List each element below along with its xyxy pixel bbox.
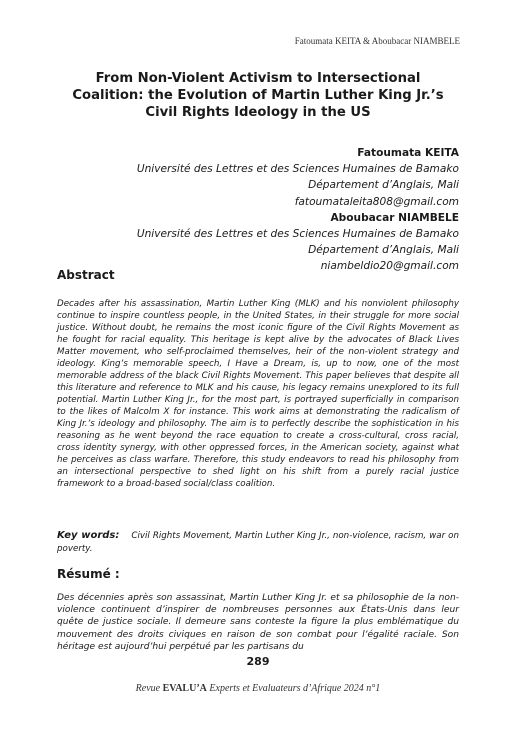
page-number: 289: [246, 655, 270, 668]
author-name: Aboubacar NIAMBELE: [330, 211, 459, 224]
author-university: Université des Lettres et des Sciences Humaines de Bamako: [136, 163, 459, 176]
author-department: Département d’Anglais, Mali: [308, 244, 459, 257]
author-department: Département d’Anglais, Mali: [308, 179, 459, 192]
author-university: Université des Lettres et des Sciences Humaines de Bamako: [136, 228, 459, 241]
keywords: [57, 530, 459, 555]
abstract-text: Decades after his assassination, Martin Luther King (MLK) and his nonviolent philosophy continue to inspire countless people, in the United States, in their struggle for more social justice. Without doubt, he remains the most iconic figure of the Civil Rights Movement as he fought for racial equality. This heritage is kept alive by the advocates of Black Lives Matter movement, who self-proclaimed themselves, heir of the non-violent strategy and ideology. King’s memorable speech, I Have a Dream, is, up to now, one of the most memorable address of the black Civil Rights Movement. This paper believes that despite all this literature and reference to MLK and his cause, his legacy remains unexplored to its full potential. Martin Luther King Jr., for the most part, is portrayed superficially in comparison to the likes of Malcolm X for instance. This work aims at demonstrating the radicalism of King Jr.’s ideology and philosophy. The aim is to perfectly describe the sophistication in his reasoning as he went beyond the race equation to create a cross-cultural, cross racial, cross identity synergy, with other oppressed forces, in the American society, against what he perceives as class warfare. Therefore, this study endeavors to read his philosophy from an intersectional perspective to shed light on his shift from a purely racial justice framework to a broad-based social/class coalition.: [57, 299, 459, 489]
abstract-heading: Abstract: [57, 268, 115, 282]
keywords-text: Civil Rights Movement, Martin Luther King Jr., non-violence, racism, war on poverty.: [57, 531, 459, 554]
author-email: fatoumataleita808@gmail.com: [294, 195, 459, 208]
resume-heading: Résumé :: [57, 567, 120, 581]
resume-text: Des décennies après son assassinat, Martin Luther King Jr. et sa philosophie de la non-violence continuent d’inspirer de nombreuses personnes aux États-Unis dans leur quête de justice sociale. Il demeure sans conteste la figure la plus emblématique du mouvement des droits civiques en raison de son combat pour l’égalité raciale. Son héritage est aujourd’hui perpétué par les partisans du: [57, 593, 459, 652]
author-email: niambeldio20@gmail.com: [320, 260, 459, 273]
running-head: Fatoumata KEITA & Aboubacar NIAMBELE: [294, 36, 460, 46]
journal-footer: [0, 683, 516, 694]
footer-brand: EVALU’A: [162, 683, 207, 694]
author-name: Fatoumata KEITA: [357, 147, 459, 159]
keywords-label: Key words:: [57, 530, 120, 541]
paper-title: From Non-Violent Activism to Intersectional Coalition: the Evolution of Martin Luther King Jr.’s Civil Rights Ideology in the US: [72, 71, 444, 120]
author-block: [79, 145, 459, 275]
footer-prefix: Revue: [135, 683, 163, 694]
footer-suffix: Experts et Evaluateurs d’Afrique 2024 n°1: [206, 683, 381, 694]
